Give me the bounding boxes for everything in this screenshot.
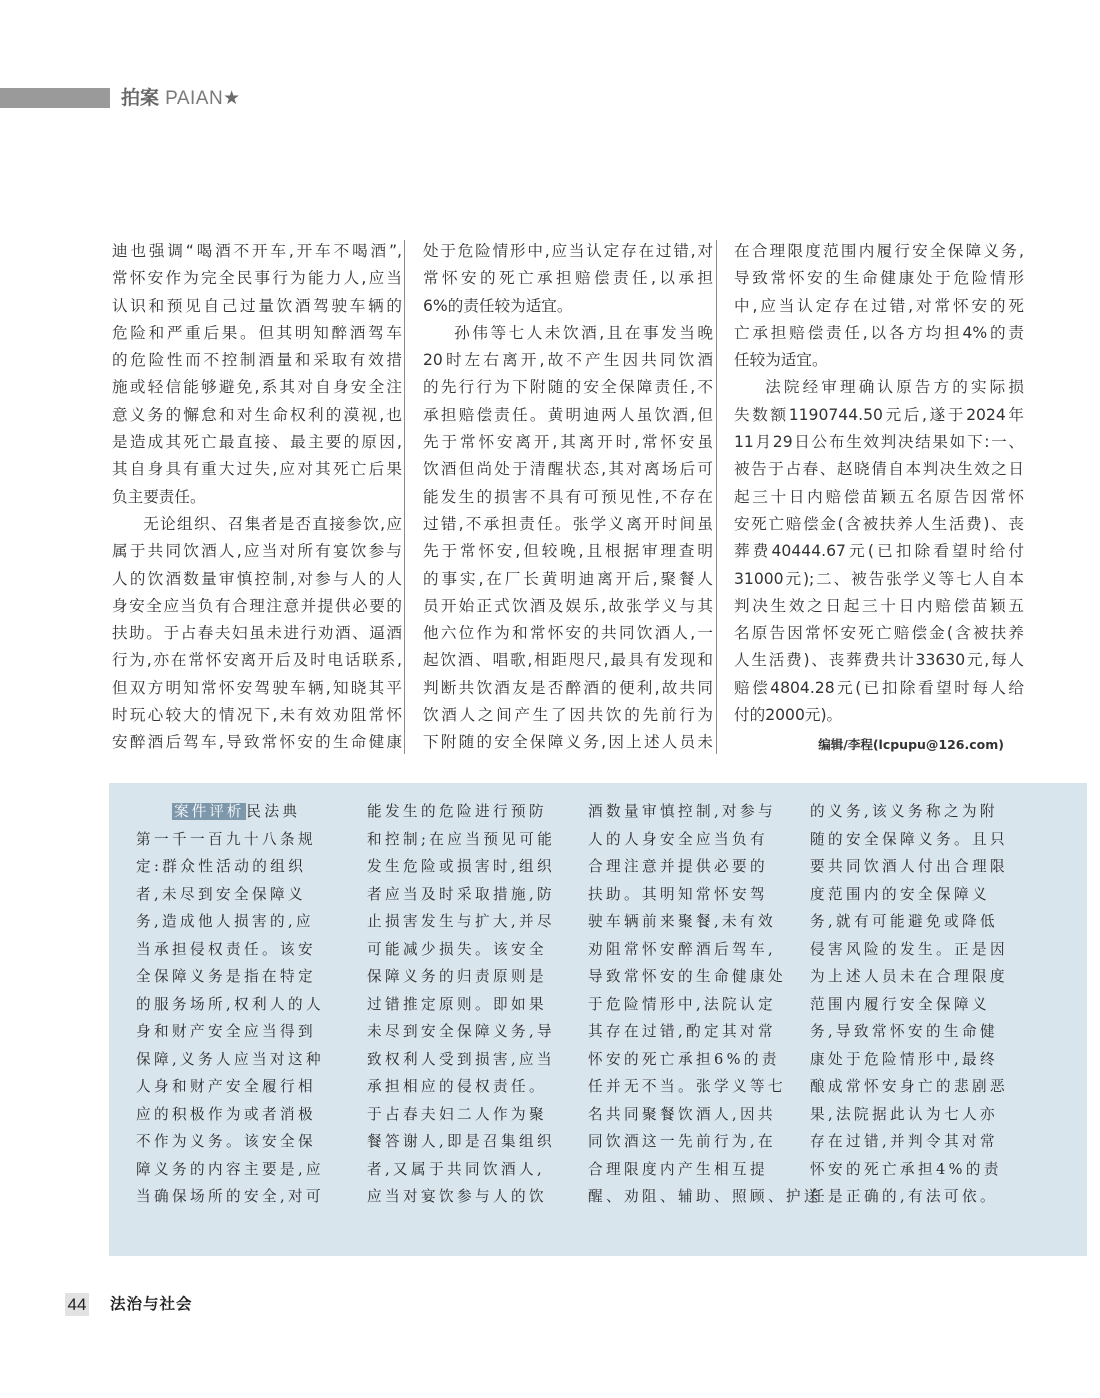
text-line: 常怀安作为完全民事行为能力人,应当	[112, 269, 402, 288]
text-line: 施或轻信能够避免,系其对自身安全注	[112, 378, 402, 397]
text-line: 20时左右离开,故不产生因共同饮酒	[423, 351, 713, 370]
text-line: 判断共饮酒友是否醉酒的便利,故共同	[423, 678, 713, 697]
text-line: 失数额1190744.50元后,遂于2024年	[734, 405, 1024, 424]
commentary-line: 人身和财产安全履行相	[136, 1078, 316, 1095]
commentary-line: 者,又属于共同饮酒人,	[367, 1160, 546, 1178]
commentary-line: 止损害发生与扩大,并尽	[367, 913, 555, 930]
text-line: 在合理限度范围内履行安全保障义务,	[734, 242, 1024, 260]
commentary-line: 的服务场所,权利人的人	[136, 995, 324, 1013]
text-line: 安醉酒后驾车,导致常怀安的生命健康	[112, 733, 402, 752]
commentary-line: 未尽到安全保障义务,导	[367, 1023, 555, 1040]
text-line: 起饮酒、唱歌,相距咫尺,最具有发现和	[423, 651, 713, 670]
text-line: 判决生效之日起三十日内赔偿苗颖五	[734, 596, 1024, 615]
commentary-line: 者应当及时采取措施,防	[367, 885, 555, 903]
commentary-line: 应的积极作为或者消极	[136, 1105, 316, 1123]
commentary-line: 可能减少损失。该安全	[367, 940, 547, 958]
text-line: 饮酒人之间产生了因共饮的先前行为	[423, 706, 713, 725]
commentary-line: 任并无不当。张学义等七	[588, 1078, 786, 1095]
text-line: 认识和预见自己过量饮酒驾驶车辆的	[112, 296, 402, 315]
text-line: 11月29日公布生效判决结果如下:一、	[734, 433, 1024, 452]
section-title-cn: 拍案	[121, 87, 160, 109]
text-line: 时玩心较大的情况下,未有效劝阻常怀	[112, 706, 402, 725]
commentary-line: 存在过错,并判令其对常	[810, 1133, 998, 1150]
commentary-line: 其存在过错,酌定其对常	[588, 1023, 776, 1040]
text-line: 危险和严重后果。但其明知醉酒驾车	[112, 323, 402, 342]
text-line: 负主要责任。	[112, 487, 206, 506]
text-line: 能发生的损害不具有可预见性,不存在	[423, 487, 713, 506]
text-line: 亡承担赔偿责任,以各方均担4%的责	[734, 323, 1024, 342]
commentary-line: 合理注意并提供必要的	[588, 858, 768, 875]
article-column-3	[734, 238, 1024, 729]
article-column-2	[423, 238, 713, 757]
text-line: 迪也强调“喝酒不开车,开车不喝酒”,	[112, 242, 402, 260]
commentary-line: 第一千一百九十八条规	[136, 830, 316, 848]
text-line: 承担赔偿责任。黄明迪两人虽饮酒,但	[423, 405, 713, 424]
commentary-column-2	[367, 798, 555, 1211]
column-divider	[404, 240, 405, 754]
commentary-column-4	[810, 798, 1008, 1211]
text-line: 但双方明知常怀安驾驶车辆,知晓其平	[112, 678, 402, 697]
commentary-line: 当承担侵权责任。该安	[136, 940, 316, 958]
editor-credit: 编辑/李程(lcpupu@126.com)	[818, 737, 1004, 752]
commentary-line: 者,未尽到安全保障义	[136, 885, 306, 903]
text-line: 葬费40444.67元(已扣除看望时给付	[734, 542, 1024, 561]
commentary-line: 任是正确的,有法可依。	[810, 1188, 998, 1205]
text-line: 身安全应当负有合理注意并提供必要的	[112, 596, 402, 615]
page-number: 44	[65, 1293, 89, 1316]
section-title-en: PAIAN	[165, 88, 224, 109]
text-line: 无论组织、召集者是否直接参饮,应	[143, 514, 402, 533]
text-line: 饮酒但尚处于清醒状态,其对离场后可	[423, 460, 713, 479]
article-column-1	[112, 238, 402, 757]
commentary-line: 务,导致常怀安的生命健	[810, 1023, 998, 1040]
text-line: 法院经审理确认原告方的实际损	[765, 378, 1024, 397]
commentary-line: 果,法院据此认为七人亦	[810, 1105, 998, 1123]
commentary-line: 保障义务的归责原则是	[367, 968, 547, 985]
commentary-line: 要共同饮酒人付出合理限	[810, 858, 1008, 875]
text-line: 孙伟等七人未饮酒,且在事发当晚	[454, 323, 713, 342]
commentary-line: 侵害风险的发生。正是因	[810, 940, 1008, 958]
text-line: 是造成其死亡最直接、最主要的原因,	[112, 433, 402, 452]
commentary-line: 酿成常怀安身亡的悲剧恶	[810, 1078, 1008, 1095]
text-line: 员开始正式饮酒及娱乐,故张学义与其	[423, 596, 713, 615]
commentary-line: 劝阻常怀安醉酒后驾车,	[588, 940, 776, 958]
commentary-line: 于危险情形中,法院认定	[588, 995, 776, 1013]
commentary-line: 定:群众性活动的组织	[136, 858, 307, 875]
text-line: 被告于占春、赵晓倩自本判决生效之日	[734, 460, 1024, 479]
text-line: 导致常怀安的生命健康处于危险情形	[734, 269, 1024, 288]
commentary-line: 名共同聚餐饮酒人,因共	[588, 1105, 776, 1123]
text-line: 安死亡赔偿金(含被扶养人生活费)、丧	[734, 514, 1024, 533]
commentary-column-3	[588, 798, 822, 1211]
text-line: 人生活费)、丧葬费共计33630元,每人	[734, 651, 1024, 670]
text-line: 其自身具有重大过失,应对其死亡后果	[112, 460, 402, 479]
commentary-line: 能发生的危险进行预防	[367, 803, 547, 820]
text-line: 处于危险情形中,应当认定存在过错,对	[423, 242, 713, 260]
text-line: 的先行行为下附随的安全保障责任,不	[423, 378, 713, 397]
text-line: 意义务的懈怠和对生命权利的漠视,也	[112, 405, 402, 424]
text-line: 名原告因常怀安死亡赔偿金(含被扶养	[734, 624, 1024, 643]
commentary-line: 的义务,该义务称之为附	[810, 803, 998, 820]
commentary-line: 于占春夫妇二人作为聚	[367, 1105, 547, 1123]
text-line: 起三十日内赔偿苗颖五名原告因常怀	[734, 487, 1024, 506]
commentary-line: 保障,义务人应当对这种	[136, 1050, 324, 1068]
commentary-line: 康处于危险情形中,最终	[810, 1050, 998, 1068]
commentary-line: 致权利人受到损害,应当	[367, 1050, 555, 1068]
commentary-line: 当确保场所的安全,对可	[136, 1188, 324, 1205]
star-icon: ★	[223, 87, 241, 109]
commentary-line: 范围内履行安全保障义	[810, 995, 990, 1013]
commentary-line: 随的安全保障义务。且只	[810, 830, 1008, 848]
commentary-line: 为上述人员未在合理限度	[810, 968, 1008, 985]
text-line: 6%的责任较为适宜。	[423, 296, 573, 315]
text-line: 付的2000元)。	[734, 706, 843, 725]
commentary-line: 过错推定原则。即如果	[367, 995, 547, 1013]
commentary-line: 扶助。其明知常怀安驾	[588, 885, 768, 903]
column-divider	[716, 240, 717, 754]
text-line: 中,应当认定存在过错,对常怀安的死	[734, 296, 1024, 315]
commentary-line: 和控制;在应当预见可能	[367, 830, 556, 848]
text-line: 人的饮酒数量审慎控制,对参与人的人	[112, 569, 402, 588]
section-header-bar	[0, 88, 110, 108]
commentary-line: 障义务的内容主要是,应	[136, 1160, 324, 1178]
commentary-line: 酒数量审慎控制,对参与	[588, 803, 776, 820]
commentary-line: 导致常怀安的生命健康处	[588, 968, 786, 985]
commentary-line: 全保障义务是指在特定	[136, 968, 316, 985]
text-line: 任较为适宜。	[734, 351, 828, 370]
commentary-line: 应当对宴饮参与人的饮	[367, 1188, 547, 1205]
commentary-line: 身和财产安全应当得到	[136, 1023, 316, 1040]
commentary-column-1	[136, 798, 324, 1211]
commentary-line: 合理限度内产生相互提	[588, 1160, 768, 1178]
commentary-line: 务,造成他人损害的,应	[136, 913, 315, 930]
text-line: 常怀安的死亡承担赔偿责任,以承担	[423, 269, 713, 288]
section-header	[121, 86, 240, 111]
text-line: 属于共同饮酒人,应当对所有宴饮参与	[112, 542, 402, 561]
commentary-line: 醒、劝阻、辅助、照顾、护送	[588, 1188, 822, 1205]
text-line: 的危险性而不控制酒量和采取有效措	[112, 351, 402, 370]
text-line: 先于常怀安离开,其离开时,常怀安虽	[423, 433, 713, 452]
commentary-line: 务,就有可能避免或降低	[810, 913, 998, 930]
text-line: 扶助。于占春夫妇虽未进行劝酒、逼酒	[112, 624, 402, 643]
commentary-line: 餐答谢人,即是召集组织	[367, 1133, 555, 1150]
text-line: 的事实,在厂长黄明迪离开后,聚餐人	[423, 569, 713, 588]
commentary-line: 不作为义务。该安全保	[136, 1133, 316, 1150]
magazine-name: 法治与社会	[110, 1295, 193, 1313]
commentary-line: 人的人身安全应当负有	[588, 830, 768, 848]
text-line: 先于常怀安,但较晚,且根据审理查明	[423, 542, 713, 561]
text-line: 赔偿4804.28元(已扣除看望时每人给	[734, 678, 1024, 697]
commentary-line: 驶车辆前来聚餐,未有效	[588, 913, 776, 930]
commentary-line: 承担相应的侵权责任。	[367, 1078, 547, 1095]
commentary-line: 怀安的死亡承担6%的责	[588, 1050, 780, 1068]
text-line: 行为,亦在常怀安离开后及时电话联系,	[112, 651, 402, 670]
commentary-line: 度范围内的安全保障义	[810, 885, 990, 903]
text-line: 下附随的安全保障义务,因上述人员未	[423, 733, 713, 752]
commentary-line: 发生危险或损害时,组织	[367, 858, 555, 875]
commentary-text: 民法典	[246, 803, 301, 820]
commentary-line: 怀安的死亡承担4%的责	[810, 1160, 1002, 1178]
commentary-line	[136, 798, 324, 826]
commentary-tag: 案件评析	[174, 803, 245, 820]
text-line: 31000元);二、被告张学义等七人自本	[734, 569, 1024, 588]
text-line: 过错,不承担责任。张学义离开时间虽	[423, 514, 713, 533]
commentary-line: 同饮酒这一先前行为,在	[588, 1133, 776, 1150]
text-line: 他六位作为和常怀安的共同饮酒人,一	[423, 624, 713, 643]
